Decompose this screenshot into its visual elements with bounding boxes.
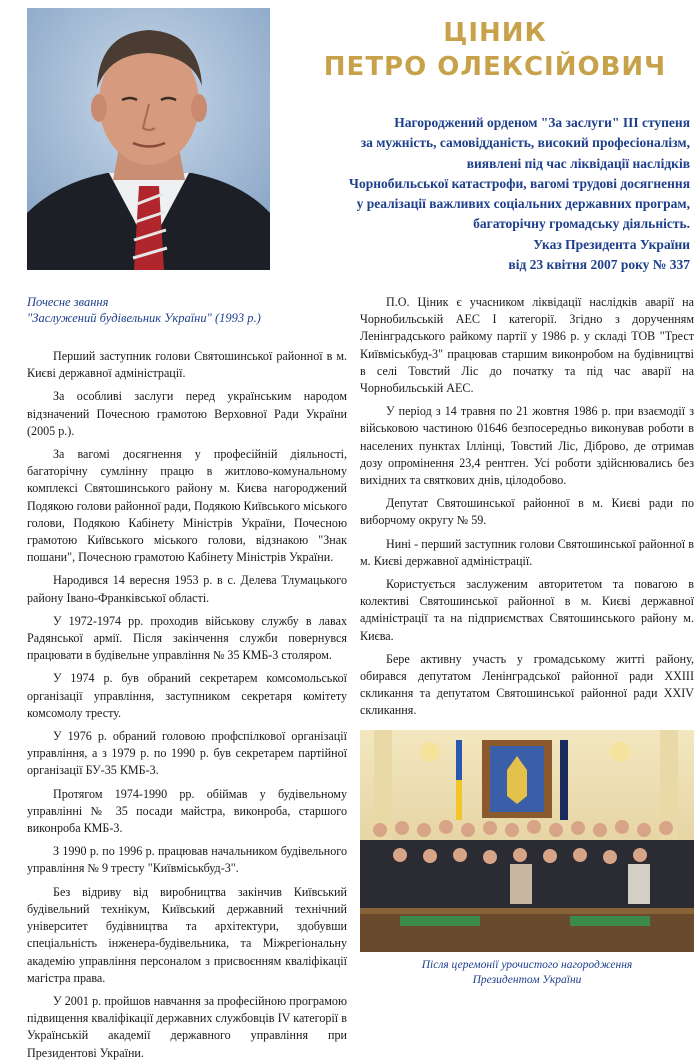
photo-caption-line: Президентом України	[472, 974, 582, 986]
paragraph: П.О. Ціник є учасником ліквідації наслідків аварії на Чорнобильській АЕС І категорії. Згідно з дорученням Ленінградського райкому партії у 1986 р. у складі ТОВ "Трест Київміськбуд-3" працював старшим виконробом на будівництві в селі Товстий Ліс до початку та під час аварії на Чорнобильській АЕС.	[360, 295, 694, 396]
portrait-illustration	[27, 8, 270, 270]
paragraph: Перший заступник голови Святошинської районної в м. Києві державної адміністрації.	[27, 349, 347, 381]
award-line: від 23 квітня 2007 року № 337	[508, 257, 690, 273]
paragraph: За вагомі досягнення у професійній діяльності, багаторічну сумлінну працю в житлово-комунальному комплексі Святошинського району м. Києва нагороджений Подякою голови районної ради, Подякою Київського міського голови, Подякою Кабінету Міністрів України, Почесною грамотою Київського міського голови, відзнакою "Знак пошани", Почесною грамотою Кабінету Міністрів України.	[27, 447, 347, 565]
paragraph: Протягом 1974-1990 рр. обіймав у будівельному управлінні № 35 посади майстра, виконроба, старшого виконроба КМБ-3.	[27, 786, 347, 836]
paragraph: У 1976 р. обраний головою профспілкової організації управління, а з 1979 р. по 1990 р. був секретарем партійної організації БУ-35 КМБ-3.	[27, 729, 347, 778]
ceremony-illustration	[360, 730, 694, 952]
award-line: багаторічну громадську діяльність.	[473, 216, 690, 232]
paragraph: У 2001 р. пройшов навчання за професійною програмою підвищення кваліфікації державних службовців IV категорії в Українській академії державного управління при Президентові України.	[27, 993, 347, 1060]
portrait-photo	[27, 8, 270, 270]
paragraph: Депутат Святошинської районної в м. Києві ради по виборчому округу № 59.	[360, 496, 694, 528]
award-line: виявлені під час ліквідації наслідків	[466, 155, 690, 171]
paragraph: Бере активну участь у громадському житті району, обирався депутатом Ленінградської районної ради XXIII скликання та депутатом Святошинської районної ради XXIV скликання.	[360, 651, 694, 718]
person-given-names: ПЕТРО ОЛЕКСІЙОВИЧ	[323, 52, 667, 82]
paragraph: Нині - перший заступник голови Святошинської районної в м. Києві державної адміністрації.	[360, 536, 694, 568]
award-description	[280, 113, 690, 275]
paragraph: З 1990 р. по 1996 р. працював начальником будівельного управління № 9 тресту "Київміськбуд-3".	[27, 844, 347, 876]
biography-right-column	[360, 294, 694, 720]
photo-caption-line: Після церемонії урочистого нагородження	[421, 959, 633, 971]
honorary-title-value: "Заслужений будівельник України" (1993 р.)	[27, 311, 261, 325]
award-line: у реалізації важливих соціальних державних програм,	[356, 196, 690, 212]
paragraph: Без відриву від виробництва закінчив Київський будівельний технікум, Київський державний технічний університет будівництва та архітектури, здобувши спеціальність інженера-будівельника, та Міжрегіональну академію управління персоналом з присвоєнням кваліфікації магістра права.	[27, 884, 347, 985]
honorary-title-label: Почесне звання	[27, 295, 109, 309]
person-surname: ЦІНИК	[443, 18, 547, 48]
honorary-title	[27, 294, 347, 326]
award-line: Указ Президента України	[533, 236, 690, 252]
paragraph: У 1974 р. був обраний секретарем комсомольської організації управління, заступником секретаря комітету комсомолу тресту.	[27, 671, 347, 720]
award-line: Чорнобильської катастрофи, вагомі трудові досягнення	[349, 175, 690, 191]
award-line: Нагороджений орденом "За заслуги" III ступеня	[394, 115, 690, 130]
biography-left-column	[27, 348, 347, 1062]
paragraph: У 1972-1974 рр. проходив військову службу в лавах Радянської армії. Після закінчення служби повернувся працювати в будівельне управління № 35 КМБ-3 столяром.	[27, 613, 347, 663]
ceremony-group-photo	[360, 730, 694, 952]
paragraph: У період з 14 травня по 21 жовтня 1986 р. при взаємодії з військовою частиною 01646 безпосередньо виконував роботи в населених пунктах Іллінці, Товстий Ліс, Діброво, де отримав дозу опромінення 23,4 рентген. Усі роботи здійснювались без вихідних та святкових днів, цілодобово.	[360, 404, 694, 488]
paragraph: Користується заслуженим авторитетом та повагою в колективі Святошинської районної в м. Києві державної адміністрації та на підприємствах Святошинського району м. Києва.	[360, 577, 694, 643]
photo-caption	[360, 958, 694, 988]
paragraph: Народився 14 вересня 1953 р. в с. Делева Тлумацького району Івано-Франківської області.	[27, 573, 347, 605]
paragraph: За особливі заслуги перед українським народом відзначений Почесною грамотою Верховної Ради України (2005 р.).	[27, 389, 347, 438]
award-line: за мужність, самовідданість, високий професіоналізм,	[360, 135, 690, 151]
